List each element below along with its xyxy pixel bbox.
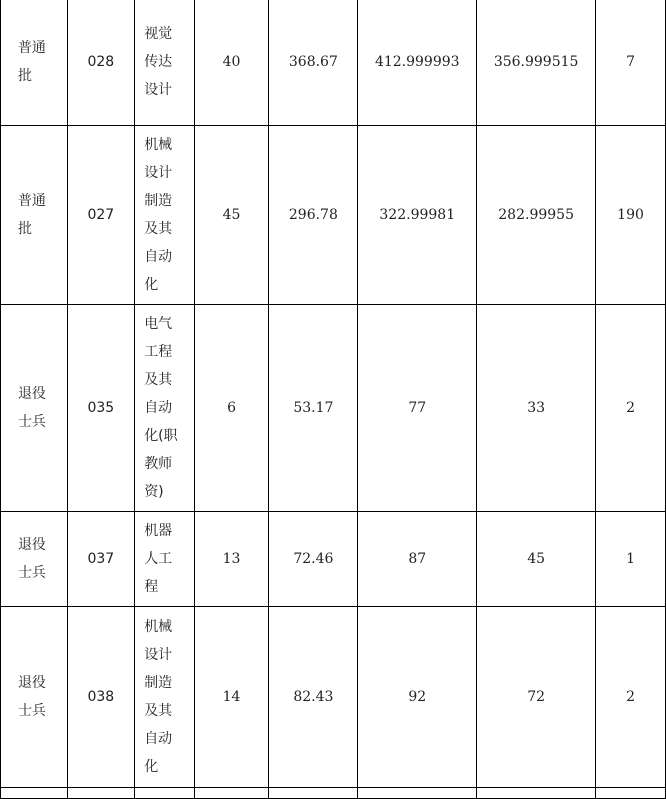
- value-cell: 72.46: [269, 512, 358, 607]
- major-cell: [134, 607, 194, 788]
- major-text: 机器人工程: [144, 523, 173, 595]
- value-cell: 356.999515: [477, 0, 596, 126]
- batch-text: 退役士兵: [17, 386, 46, 430]
- empty-cell: [67, 788, 134, 799]
- major-cell: [134, 0, 194, 126]
- empty-cell: [134, 788, 194, 799]
- plan-cell: 45: [194, 126, 269, 305]
- plan-cell: 14: [194, 607, 269, 788]
- table-row: [1, 607, 666, 788]
- code-cell: 037: [67, 512, 134, 607]
- empty-cell: [358, 788, 477, 799]
- table-row: [1, 126, 666, 305]
- value-cell: 92: [358, 607, 477, 788]
- table-row: [1, 0, 666, 126]
- value-cell: 412.999993: [358, 0, 477, 126]
- major-cell: [134, 305, 194, 512]
- empty-cell: [477, 788, 596, 799]
- table-row: [1, 305, 666, 512]
- batch-text: 普通批: [17, 193, 46, 237]
- value-cell: 45: [477, 512, 596, 607]
- value-cell: 72: [477, 607, 596, 788]
- value-cell: 296.78: [269, 126, 358, 305]
- empty-cell: [596, 788, 666, 799]
- empty-cell: [269, 788, 358, 799]
- major-text: 视觉传达设计: [144, 25, 173, 98]
- value-cell: 53.17: [269, 305, 358, 512]
- table-row-partial: [1, 788, 666, 799]
- code-cell: 035: [67, 305, 134, 512]
- major-text: 机械设计制造及其自动化: [144, 137, 173, 293]
- value-cell: 87: [358, 512, 477, 607]
- table-row: [1, 512, 666, 607]
- value-cell: 322.99981: [358, 126, 477, 305]
- code-cell: 038: [67, 607, 134, 788]
- major-cell: [134, 126, 194, 305]
- value-cell: 2: [596, 607, 666, 788]
- empty-cell: [194, 788, 269, 799]
- value-cell: 7: [596, 0, 666, 126]
- batch-text: 退役士兵: [17, 675, 46, 719]
- plan-cell: 6: [194, 305, 269, 512]
- batch-text: 普通批: [17, 39, 46, 84]
- batch-cell: [1, 607, 68, 788]
- code-cell: 027: [67, 126, 134, 305]
- batch-cell: [1, 126, 68, 305]
- value-cell: 2: [596, 305, 666, 512]
- value-cell: 1: [596, 512, 666, 607]
- plan-cell: 40: [194, 0, 269, 126]
- value-cell: 368.67: [269, 0, 358, 126]
- batch-cell: [1, 0, 68, 126]
- value-cell: 82.43: [269, 607, 358, 788]
- major-cell: [134, 512, 194, 607]
- batch-cell: [1, 512, 68, 607]
- value-cell: 77: [358, 305, 477, 512]
- code-cell: 028: [67, 0, 134, 126]
- value-cell: 190: [596, 126, 666, 305]
- empty-cell: [1, 788, 68, 799]
- major-text: 电气工程及其自动化(职教师资): [144, 316, 178, 500]
- major-text: 机械设计制造及其自动化: [144, 619, 173, 775]
- plan-cell: 13: [194, 512, 269, 607]
- value-cell: 33: [477, 305, 596, 512]
- batch-text: 退役士兵: [17, 537, 46, 581]
- batch-cell: [1, 305, 68, 512]
- value-cell: 282.99955: [477, 126, 596, 305]
